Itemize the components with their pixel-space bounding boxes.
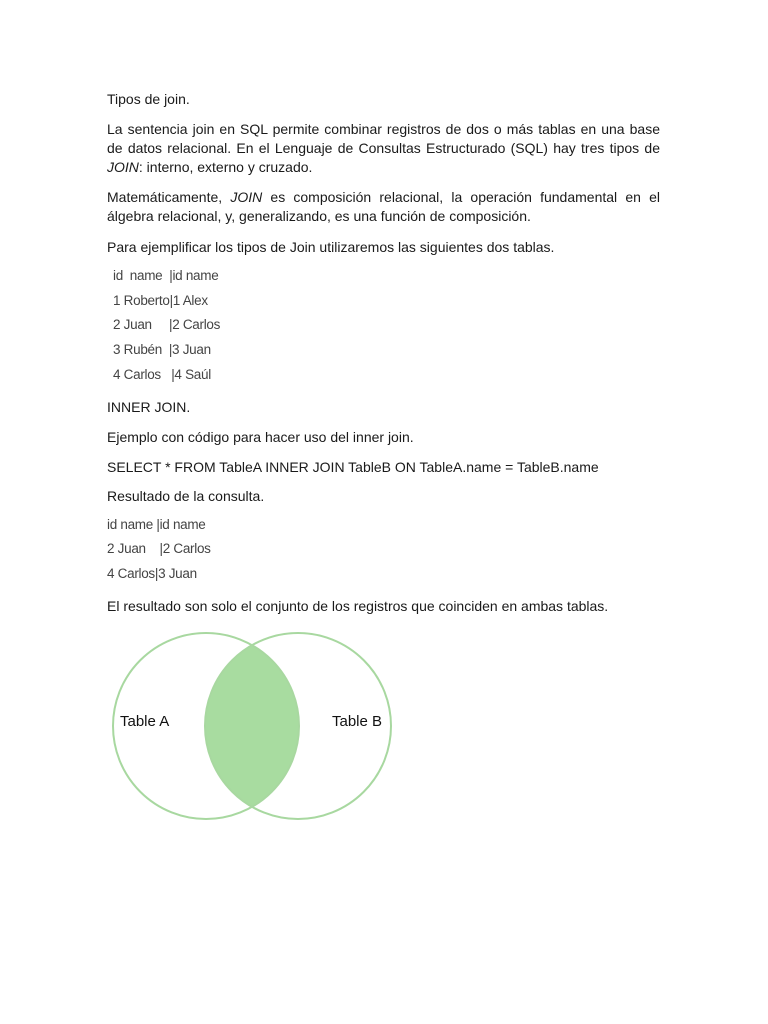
table-row: 1 Roberto|1 Alex [113, 293, 208, 308]
para2-italic: JOIN [230, 189, 263, 205]
tables-header: id name |id name [113, 268, 219, 283]
paragraph-example-tables: Para ejemplificar los tipos de Join utilizaremos las siguientes dos tablas. [107, 239, 555, 255]
result-header: id name |id name [107, 517, 206, 532]
para1-tail: : interno, externo y cruzado. [138, 159, 313, 175]
para1-text: La sentencia join en SQL permite combinar registros de dos o más tablas en una base de datos relacional. En el Lenguaje de Consultas Estructurado (SQL) hay tres tipos de [107, 121, 660, 156]
paragraph-example-code: Ejemplo con código para hacer uso del inner join. [107, 429, 414, 445]
venn-label-b: Table B [332, 713, 383, 730]
heading-join-types: Tipos de join. [107, 91, 190, 107]
table-row: 2 Juan |2 Carlos [107, 541, 211, 556]
para2-lead: Matemáticamente, [107, 189, 231, 205]
para1-italic: JOIN [107, 159, 139, 175]
table-row: 4 Carlos |4 Saúl [113, 367, 211, 382]
heading-inner-join: INNER JOIN. [107, 399, 191, 415]
venn-diagram [107, 628, 395, 824]
table-row: 2 Juan |2 Carlos [113, 317, 221, 332]
paragraph-join-intro [107, 120, 660, 177]
paragraph-result: Resultado de la consulta. [107, 488, 265, 504]
venn-label-a: Table A [120, 713, 170, 730]
table-row: 3 Rubén |3 Juan [113, 342, 211, 357]
table-row: 4 Carlos|3 Juan [107, 566, 197, 581]
venn-svg [107, 628, 395, 824]
para2-text: es composición relacional, la operación fundamental en el álgebra relacional, y, generalizando, es una función de composición. [107, 189, 660, 224]
paragraph-math [107, 188, 660, 226]
sql-query: SELECT * FROM TableA INNER JOIN TableB ON TableA.name = TableB.name [107, 459, 599, 475]
paragraph-conclusion: El resultado son solo el conjunto de los registros que coinciden en ambas tablas. [107, 598, 609, 614]
